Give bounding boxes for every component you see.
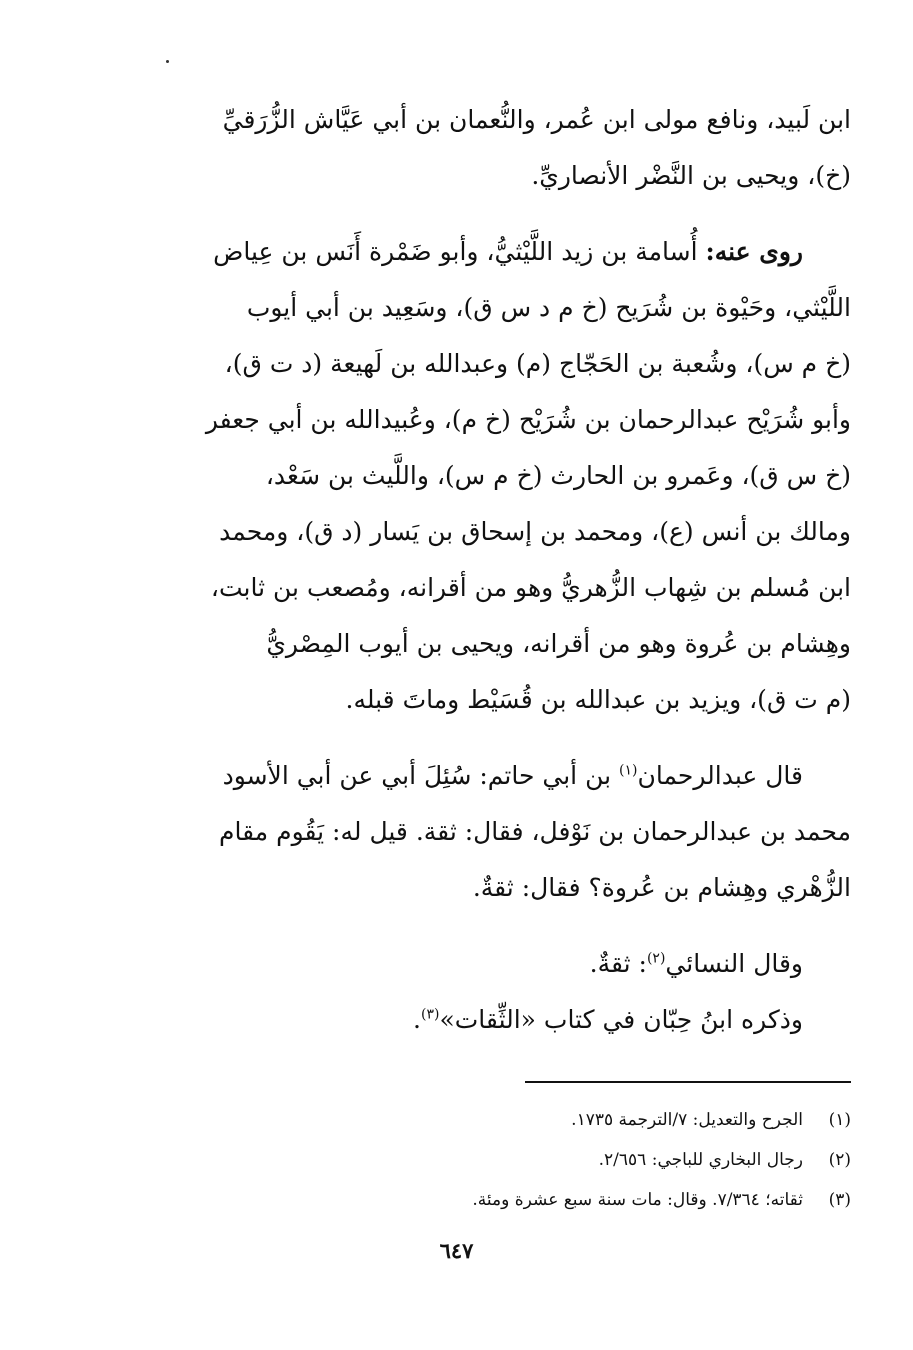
- footnote-ref[interactable]: (١): [619, 762, 638, 779]
- paragraph-narrators: [151, 224, 851, 728]
- short-lines: [151, 936, 851, 1048]
- text-line: ومالك بن أنس (ع)، ومحمد بن إسحاق بن يَسار (د ق)، ومحمد: [219, 517, 851, 546]
- text-line: محمد بن عبدالرحمان بن نَوْفل، فقال: ثقة. قيل له: يَقُوم مقام: [219, 817, 851, 846]
- paragraph-3: [151, 748, 851, 916]
- footnote-number: (١): [828, 1110, 851, 1130]
- text-line: [151, 992, 851, 1048]
- text-run: أُسامة بن زيد اللَّيْثيُّ، وأبو ضَمْرة أَنَس بن عِياض: [213, 237, 698, 266]
- paragraph-1: [151, 92, 851, 204]
- footnote-text: الجرح والتعديل: ٧/الترجمة ١٧٣٥.: [571, 1110, 803, 1130]
- text-run: قال عبدالرحمان: [637, 761, 803, 790]
- narrators-label: روى عنه:: [705, 237, 803, 266]
- text-line: [151, 936, 851, 992]
- text-line: (خ م س)، وشُعبة بن الحَجّاج (م) وعبدالله بن لَهيعة (د ت ق)،: [224, 349, 851, 378]
- page-number: ٦٤٧: [439, 1238, 474, 1263]
- footnote-divider: [525, 1081, 851, 1083]
- text-line: وهِشام بن عُروة وهو من أقرانه، ويحيى بن أيوب المِصْريُّ: [266, 629, 851, 658]
- text-line: اللَّيْثي، وحَيْوة بن شُرَيح (خ م د س ق)، وسَعِيد بن أبي أيوب: [246, 293, 851, 322]
- text-line: ابن مُسلم بن شِهاب الزُّهريُّ وهو من أقرانه، ومُصعب بن ثابت،: [210, 573, 851, 602]
- text-line: [151, 224, 851, 280]
- text-run: .: [413, 1005, 421, 1034]
- text-line: (م ت ق)، ويزيد بن عبدالله بن قُسَيْط وماتَ قبله.: [345, 685, 851, 714]
- text-line: (خ)، ويحيى بن النَّضْر الأنصاريِّ.: [531, 161, 851, 190]
- stray-dot: [166, 60, 169, 63]
- footnote-item: [151, 1140, 851, 1180]
- text-line: (خ س ق)، وعَمرو بن الحارث (خ م س)، واللَّيث بن سَعْد،: [265, 461, 851, 490]
- footnotes: [151, 1100, 851, 1220]
- footnote-item: [151, 1100, 851, 1140]
- footnote-ref[interactable]: (٢): [646, 950, 666, 967]
- text-run: : ثقةٌ.: [589, 949, 647, 978]
- main-text: [151, 92, 851, 1048]
- footnote-item: [151, 1180, 851, 1220]
- footnote-ref[interactable]: (٣): [421, 1006, 440, 1023]
- text-line: وأبو شُرَيْح عبدالرحمان بن شُرَيْح (خ م)، وعُبيدالله بن أبي جعفر: [205, 405, 851, 434]
- text-line: الزُّهْري وهِشام بن عُروة؟ فقال: ثقةٌ.: [472, 873, 851, 902]
- footnote-number: (٢): [828, 1150, 851, 1170]
- footnote-text: ثقاته؛ ٧/٣٦٤. وقال: مات سنة سبع عشرة ومئة.: [472, 1190, 803, 1210]
- text-line: [151, 748, 851, 804]
- text-run: وذكره ابنُ حِبّان في كتاب «الثِّقات»: [439, 1005, 803, 1034]
- footnote-number: (٣): [828, 1190, 851, 1210]
- text-line: ابن لَبيد، ونافع مولى ابن عُمر، والنُّعمان بن أبي عَيَّاش الزُّرَقيِّ: [222, 105, 851, 134]
- footnote-text: رجال البخاري للباجي: ٢/٦٥٦.: [598, 1150, 803, 1170]
- text-run: بن أبي حاتم: سُئِلَ أبي عن أبي الأسود: [222, 761, 620, 790]
- text-run: وقال النسائي: [665, 949, 803, 978]
